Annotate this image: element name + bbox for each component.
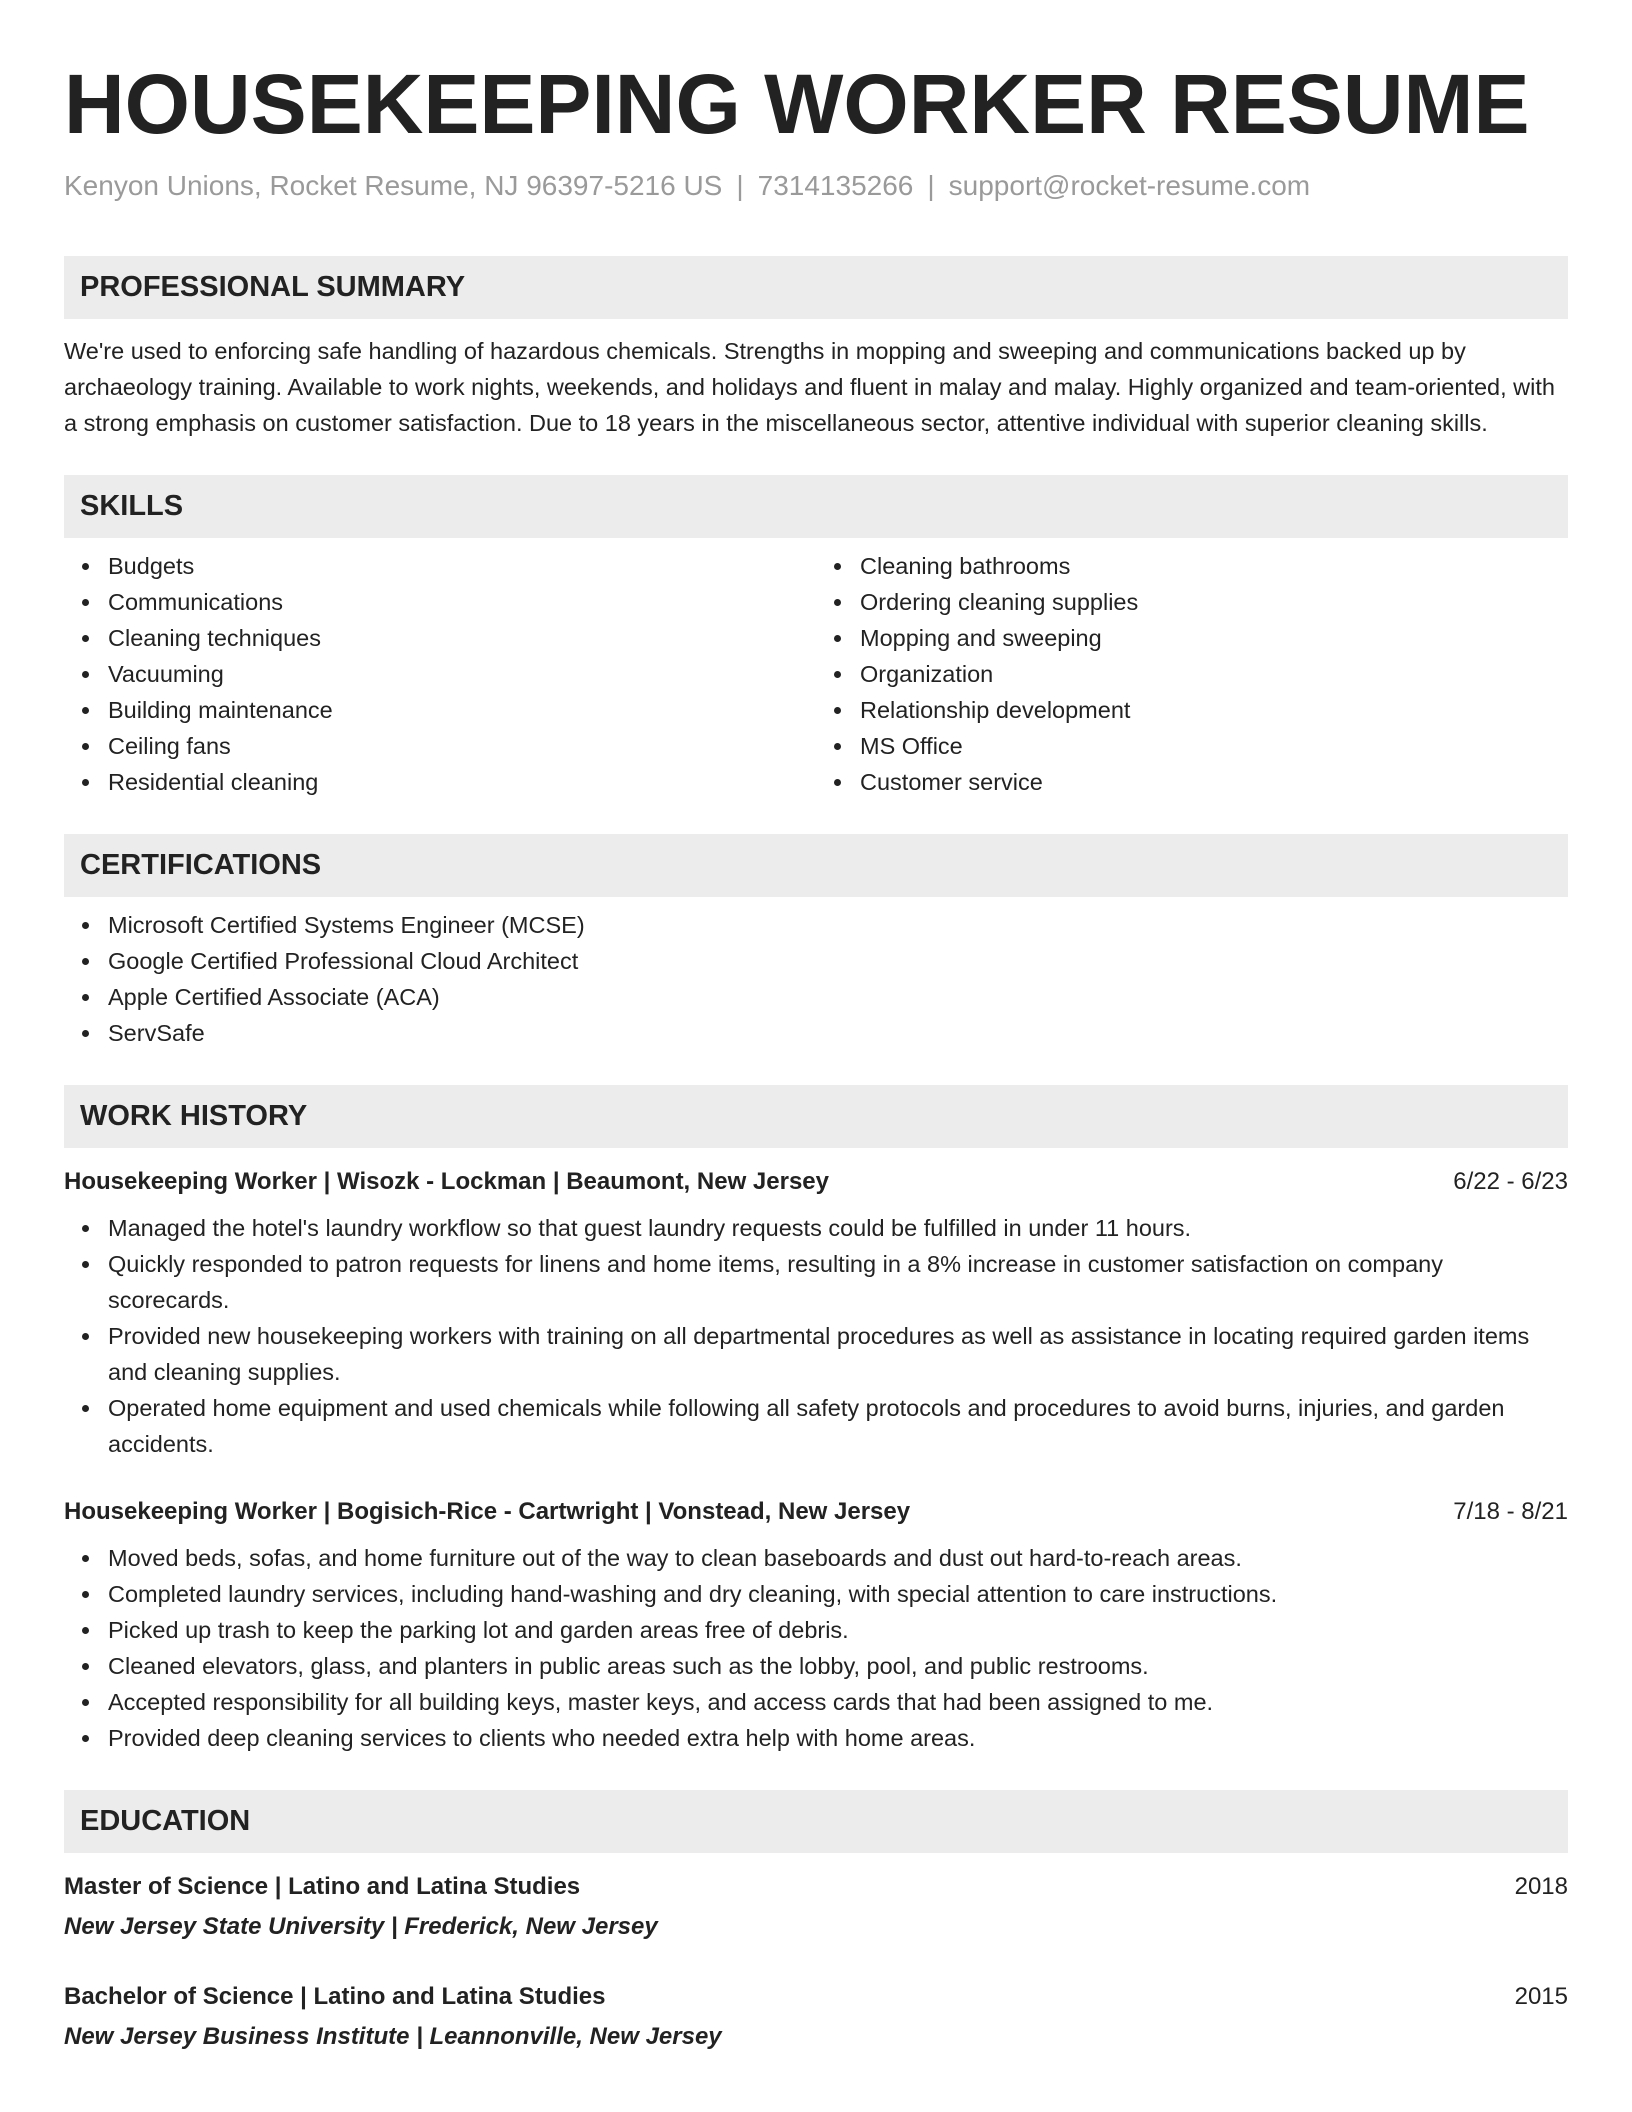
skill-item: Communications (108, 584, 816, 620)
skill-item: Ordering cleaning supplies (860, 584, 1568, 620)
job-dates: 6/22 - 6/23 (1453, 1168, 1568, 1195)
education-school: New Jersey Business Institute | Leannonville, New Jersey (64, 2023, 722, 2050)
resume-title: HOUSEKEEPING WORKER RESUME (64, 57, 1530, 151)
education-header (64, 1869, 1568, 1905)
skill-item: Mopping and sweeping (860, 620, 1568, 656)
skill-item: MS Office (860, 728, 1568, 764)
job-bullet: Moved beds, sofas, and home furniture out of the way to clean baseboards and dust out hard-to-reach areas. (108, 1540, 1568, 1576)
certifications-list (64, 907, 1568, 1051)
job-title: Housekeeping Worker | Wisozk - Lockman | Beaumont, New Jersey (64, 1168, 829, 1195)
job-bullet: Picked up trash to keep the parking lot and garden areas free of debris. (108, 1612, 1568, 1648)
skill-item: Customer service (860, 764, 1568, 800)
education-degree: Bachelor of Science | Latino and Latina Studies (64, 1983, 606, 2010)
job-bullet: Managed the hotel's laundry workflow so that guest laundry requests could be fulfilled in under 11 hours. (108, 1210, 1568, 1246)
education-school: New Jersey State University | Frederick, New Jersey (64, 1913, 658, 1940)
skill-item: Relationship development (860, 692, 1568, 728)
contact-address: Kenyon Unions, Rocket Resume, NJ 96397-5216 US (64, 170, 723, 201)
education-year: 2015 (1514, 1983, 1568, 2010)
job-bullet: Provided new housekeeping workers with training on all departmental procedures as well as assistance in locating required garden items and cleaning supplies. (108, 1318, 1568, 1390)
section-header-work-history: WORK HISTORY (64, 1085, 1568, 1148)
skill-item: Cleaning techniques (108, 620, 816, 656)
skills-grid (64, 548, 1568, 800)
summary-text: We're used to enforcing safe handling of hazardous chemicals. Strengths in mopping and sweeping and communications backed up by archaeology training. Available to work nights, weekends, and holidays and fluent in malay and malay. Highly organized and team-oriented, with a strong emphasis on customer satisfaction. Due to 18 years in the miscellaneous sector, attentive individual with superior cleaning skills. (64, 338, 1555, 436)
education-degree: Master of Science | Latino and Latina Studies (64, 1873, 581, 1900)
job-dates: 7/18 - 8/21 (1453, 1498, 1568, 1525)
job-bullets (64, 1210, 1568, 1462)
certification-item: Google Certified Professional Cloud Architect (108, 943, 1568, 979)
certification-item: Microsoft Certified Systems Engineer (MCSE) (108, 907, 1568, 943)
section-header-education: EDUCATION (64, 1790, 1568, 1853)
job-bullet: Quickly responded to patron requests for linens and home items, resulting in a 8% increase in customer satisfaction on company scorecards. (108, 1246, 1568, 1318)
job-header (64, 1494, 1568, 1530)
skill-item: Organization (860, 656, 1568, 692)
job-bullet: Provided deep cleaning services to clients who needed extra help with home areas. (108, 1720, 1568, 1756)
job-bullet: Cleaned elevators, glass, and planters in public areas such as the lobby, pool, and public restrooms. (108, 1648, 1568, 1684)
contact-separator: | (927, 170, 935, 201)
skill-item: Ceiling fans (108, 728, 816, 764)
skill-item: Cleaning bathrooms (860, 548, 1568, 584)
skill-item: Vacuuming (108, 656, 816, 692)
section-header-summary: PROFESSIONAL SUMMARY (64, 256, 1568, 319)
contact-phone: 7314135266 (757, 170, 914, 201)
section-header-certifications: CERTIFICATIONS (64, 834, 1568, 897)
skills-list-left (64, 548, 816, 800)
skill-item: Budgets (108, 548, 816, 584)
contact-separator: | (736, 170, 744, 201)
resume-page (64, 54, 1568, 2055)
skill-item: Residential cleaning (108, 764, 816, 800)
education-year: 2018 (1514, 1873, 1568, 1900)
education-header (64, 1979, 1568, 2015)
job-bullet: Accepted responsibility for all building keys, master keys, and access cards that had been assigned to me. (108, 1684, 1568, 1720)
contact-line (64, 168, 1568, 204)
job-title: Housekeeping Worker | Bogisich-Rice - Cartwright | Vonstead, New Jersey (64, 1498, 911, 1525)
job-bullet: Operated home equipment and used chemicals while following all safety protocols and procedures to avoid burns, injuries, and garden accidents. (108, 1390, 1568, 1462)
job-bullet: Completed laundry services, including hand-washing and dry cleaning, with special attention to care instructions. (108, 1576, 1568, 1612)
certification-item: ServSafe (108, 1015, 1568, 1051)
job-header (64, 1164, 1568, 1200)
certification-item: Apple Certified Associate (ACA) (108, 979, 1568, 1015)
job-bullets (64, 1540, 1568, 1756)
skills-list-right (816, 548, 1568, 800)
contact-email: support@rocket-resume.com (948, 170, 1311, 201)
section-header-skills: SKILLS (64, 475, 1568, 538)
skill-item: Building maintenance (108, 692, 816, 728)
